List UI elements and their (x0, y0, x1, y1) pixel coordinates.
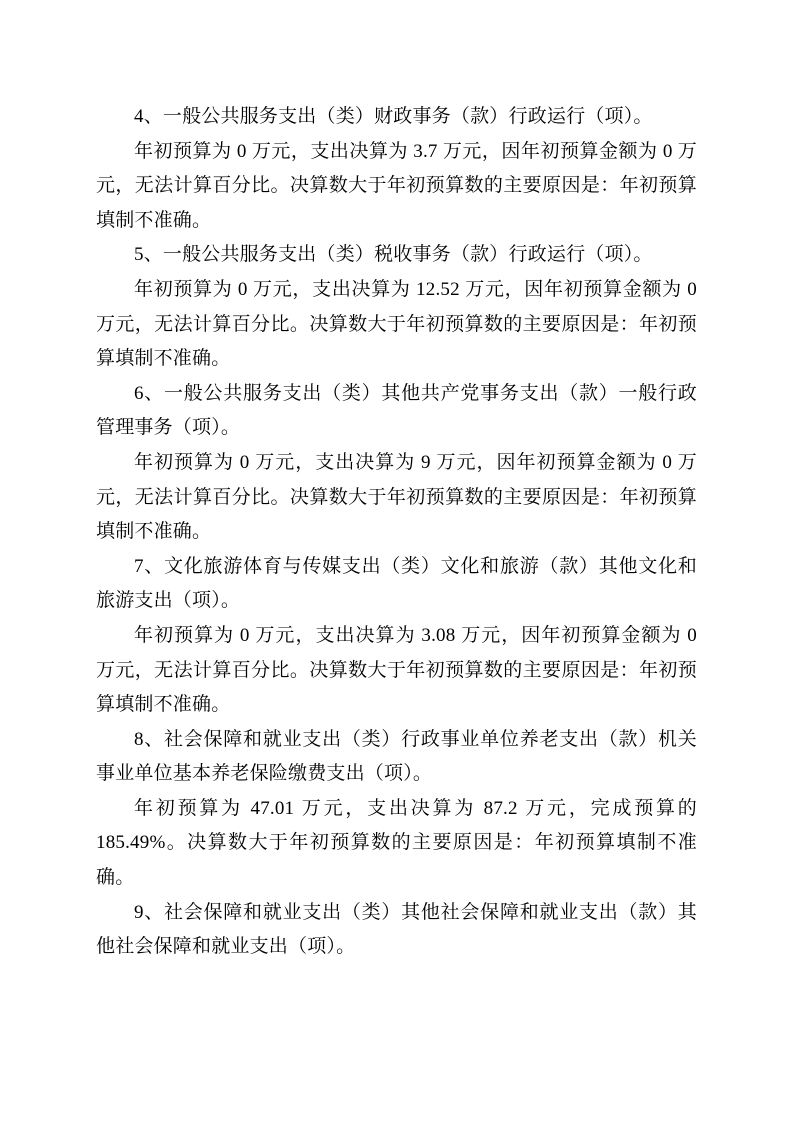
section-6-body: 年初预算为 0 万元，支出决算为 9 万元，因年初预算金额为 0 万元，无法计算百分比。决算数大于年初预算数的主要原因是：年初预算填制不准确。 (96, 451, 697, 543)
document-content (96, 100, 697, 965)
section-7-heading: 7、文化旅游体育与传媒支出（类）文化和旅游（款）其他文化和旅游支出（项）。 (96, 555, 697, 612)
section-7-body: 年初预算为 0 万元，支出决算为 3.08 万元，因年初预算金额为 0 万元，无法计算百分比。决算数大于年初预算数的主要原因是：年初预算填制不准确。 (96, 624, 697, 716)
section-5-body: 年初预算为 0 万元，支出决算为 12.52 万元，因年初预算金额为 0 万元，无法计算百分比。决算数大于年初预算数的主要原因是：年初预算填制不准确。 (96, 278, 697, 370)
section-8-body: 年初预算为 47.01 万元，支出决算为 87.2 万元，完成预算的 185.49%。决算数大于年初预算数的主要原因是：年初预算填制不准确。 (96, 797, 697, 889)
section-8-heading: 8、社会保障和就业支出（类）行政事业单位养老支出（款）机关事业单位基本养老保险缴费支出（项）。 (96, 728, 697, 785)
section-6-heading: 6、一般公共服务支出（类）其他共产党事务支出（款）一般行政管理事务（项）。 (96, 382, 697, 439)
section-4-heading: 4、一般公共服务支出（类）财政事务（款）行政运行（项）。 (134, 106, 653, 127)
section-4-body: 年初预算为 0 万元，支出决算为 3.7 万元，因年初预算金额为 0 万元，无法计算百分比。决算数大于年初预算数的主要原因是：年初预算填制不准确。 (96, 140, 697, 231)
section-5-heading: 5、一般公共服务支出（类）税收事务（款）行政运行（项）。 (134, 244, 653, 266)
section-9-heading: 9、社会保障和就业支出（类）其他社会保障和就业支出（款）其他社会保障和就业支出（项）。 (96, 901, 697, 958)
